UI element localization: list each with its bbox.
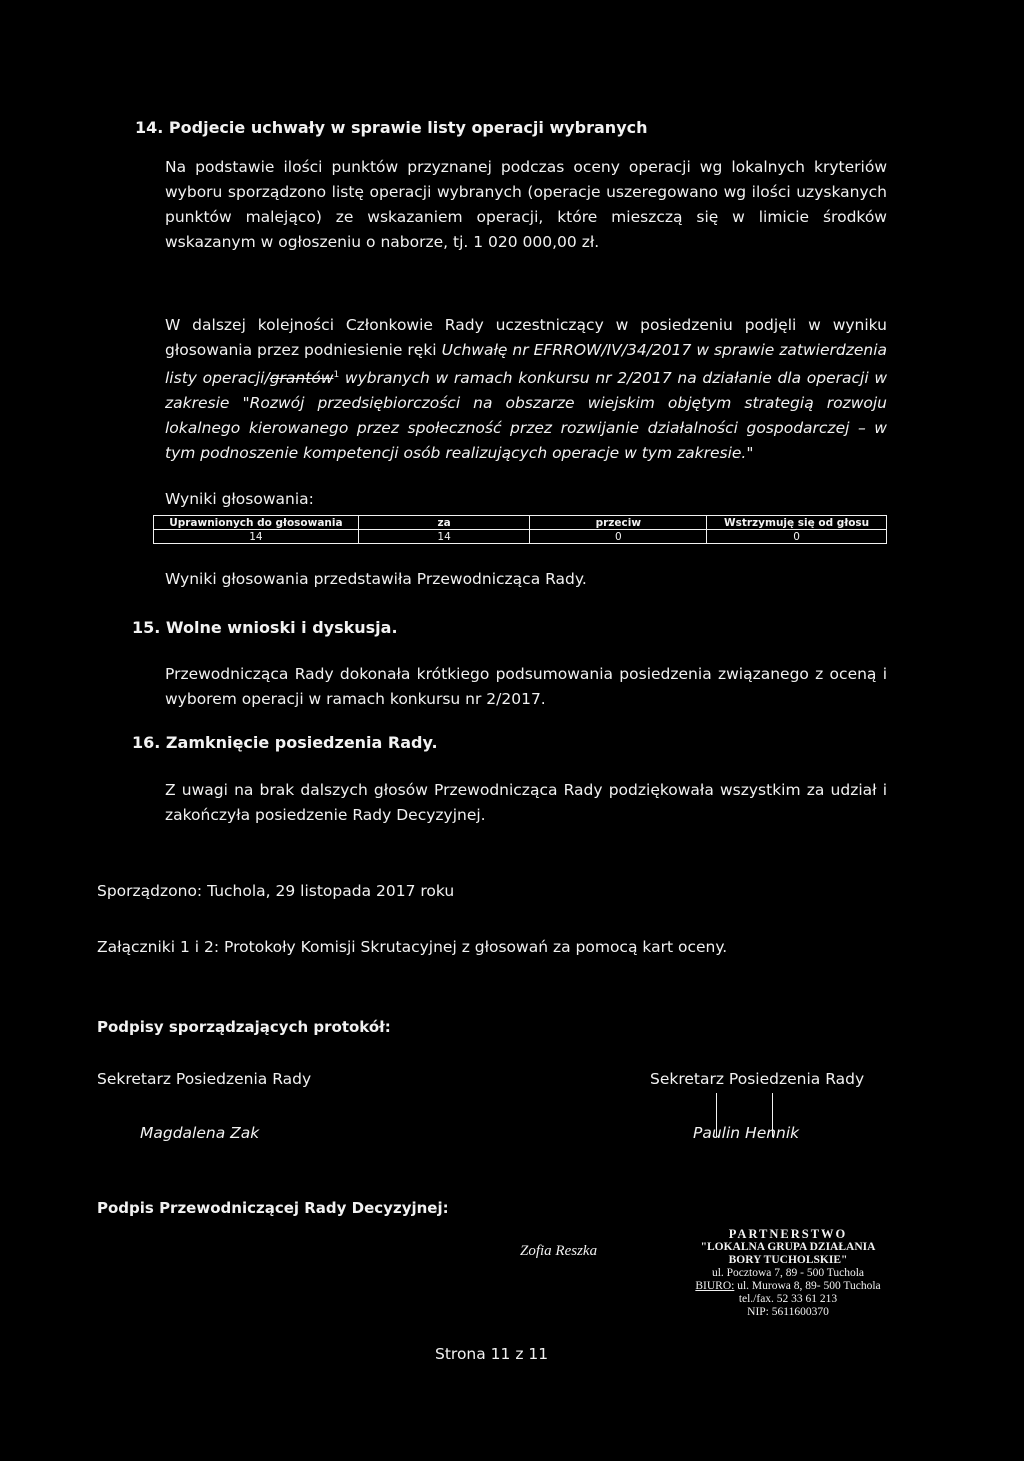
- prepared-text: Sporządzono: Tuchola, 29 listopada 2017 roku: [97, 882, 455, 900]
- section-14-heading: 14. Podjecie uchwały w sprawie listy operacji wybranych: [135, 118, 648, 137]
- table-header-row: [154, 516, 887, 530]
- left-secretary-name: Magdalena Zak: [140, 1124, 260, 1142]
- table-cell: 0: [530, 530, 707, 544]
- page-number: Strona 11 z 11: [435, 1345, 549, 1363]
- footnote-marker: 1: [333, 370, 340, 380]
- table-header-cell: Uprawnionych do głosowania: [154, 516, 359, 530]
- stamp-line: NIP: 5611600370: [747, 1306, 829, 1318]
- para2-struck-text: grantów: [269, 369, 334, 388]
- stamp-line: "LOKALNA GRUPA DZIAŁANIA: [700, 1241, 876, 1253]
- section-14-paragraph-1: Na podstawie ilości punktów przyznanej podczas oceny operacji wg lokalnych kryteriów wyboru sporządzono listę operacji wybranych (operacje uszeregowano wg ilości uzyskanych punktów malejąco) ze wskazaniem operacji, które mieszczą się w limicie środków wskazanym w ogłoszeniu o naborze, tj. 1 020 000,00 zł.: [165, 158, 887, 251]
- results-label: Wyniki głosowania:: [165, 490, 314, 508]
- right-secretary-role: Sekretarz Posiedzenia Rady: [650, 1070, 865, 1088]
- stamp-biuro-address: ul. Murowa 8, 89- 500 Tuchola: [734, 1280, 881, 1292]
- para2-italic-text: Uchwałę nr EFRROW/IV/34/2017 w sprawie zatwierdzenia listy operacji/: [165, 341, 887, 388]
- section-15-paragraph: Przewodnicząca Rady dokonała krótkiego podsumowania posiedzenia związanego z oceną i wyborem operacji w ramach konkursu nr 2/2017.: [165, 665, 887, 708]
- section-16-paragraph: Z uwagi na brak dalszych głosów Przewodnicząca Rady podziękowała wszystkim za udział i zakończyła posiedzenie Rady Decyzyjnej.: [165, 781, 887, 824]
- para2-normal-text: W dalszej kolejności Członkowie Rady uczestniczący w posiedzeniu podjęli w wyniku głosowania przez podniesienie ręki: [165, 316, 887, 359]
- table-header-cell: przeciw: [530, 516, 707, 530]
- table-cell: 14: [358, 530, 530, 544]
- table-header-cell: za: [358, 516, 530, 530]
- para2-italic-text-2: wybranych w ramach konkursu nr 2/2017 na działanie dla operacji w zakresie "Rozwój przedsiębiorczości na obszarze wiejskim objętym strategią rozwoju lokalnego kierowanego przez społeczność przez rozwijanie działalności gospodarczej – w tym podnoszenie kompetencji osób realizujących operacje w tym zakresie.": [165, 369, 887, 463]
- votes-table: [153, 515, 887, 544]
- signatures-heading: Podpisy sporządzających protokół:: [97, 1018, 391, 1036]
- table-cell: 14: [154, 530, 359, 544]
- results-presented-text: Wyniki głosowania przedstawiła Przewodnicząca Rady.: [165, 570, 587, 588]
- stamp-line: BORY TUCHOLSKIE": [728, 1254, 848, 1266]
- stamp-biuro-label: BIURO:: [695, 1280, 735, 1292]
- table-row: [154, 530, 887, 544]
- chair-name: Zofia Reszka: [520, 1243, 598, 1259]
- section-14-paragraph-2: [165, 313, 887, 466]
- stamp-line: PARTNERSTWO: [728, 1227, 848, 1241]
- section-16-heading: 16. Zamknięcie posiedzenia Rady.: [132, 733, 438, 752]
- stamp-line: tel./fax. 52 33 61 213: [738, 1293, 838, 1305]
- section-15-heading: 15. Wolne wnioski i dyskusja.: [132, 618, 398, 637]
- stamp-line: [643, 1280, 933, 1293]
- table-cell: 0: [707, 530, 887, 544]
- stamp-line: ul. Pocztowa 7, 89 - 500 Tuchola: [711, 1267, 865, 1279]
- chair-signature-label: Podpis Przewodniczącej Rady Decyzyjnej:: [97, 1199, 449, 1217]
- attachments-text: Załączniki 1 i 2: Protokoły Komisji Skrutacyjnej z głosowań za pomocą kart oceny.: [97, 938, 728, 956]
- right-secretary-name: Paulin Hennik: [693, 1124, 800, 1142]
- table-header-cell: Wstrzymuję się od głosu: [707, 516, 887, 530]
- organization-stamp: [643, 1228, 933, 1319]
- left-secretary-role: Sekretarz Posiedzenia Rady: [97, 1070, 312, 1088]
